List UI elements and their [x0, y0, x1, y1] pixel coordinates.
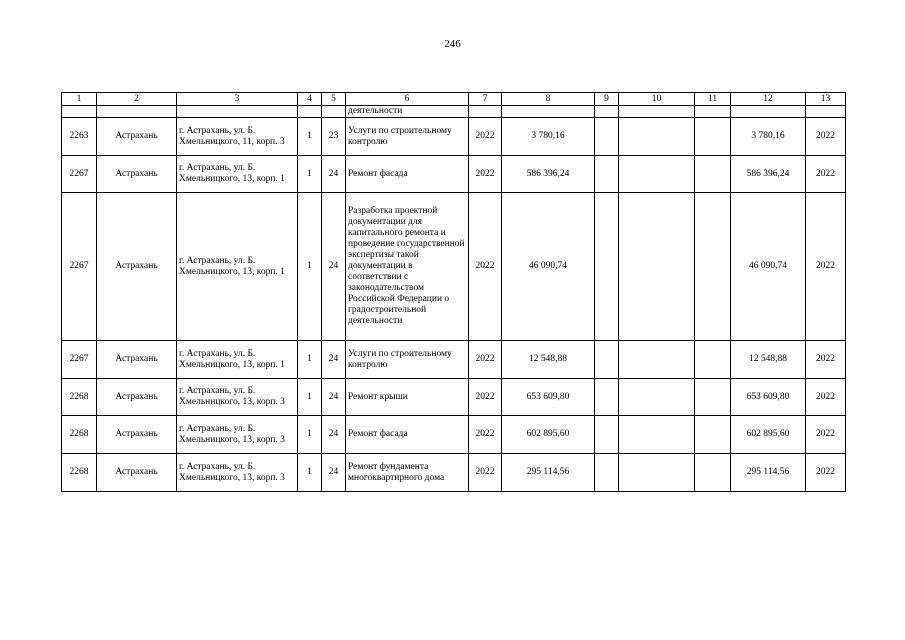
- col5-cell: 24: [322, 156, 346, 193]
- column-header: 13: [806, 93, 846, 106]
- city-cell: Астрахань: [97, 341, 177, 379]
- col11-cell: [695, 379, 731, 416]
- total-cell: 3 780,16: [731, 118, 806, 156]
- col5-cell: 24: [322, 341, 346, 379]
- column-header: 9: [595, 93, 619, 106]
- year-end-cell: 2022: [806, 454, 846, 492]
- col11-cell: [695, 416, 731, 454]
- work-cell: Ремонт фундамента многоквартирного дома: [346, 454, 469, 492]
- column-header: 6: [346, 93, 469, 106]
- table-row: [62, 193, 846, 341]
- city-cell: Астрахань: [97, 454, 177, 492]
- table-row: [62, 341, 846, 379]
- col5-cell: 24: [322, 416, 346, 454]
- year-cell: 2022: [469, 156, 502, 193]
- work-cell: Ремонт фасада: [346, 156, 469, 193]
- col9-cell: [595, 454, 619, 492]
- year-end-cell: 2022: [806, 341, 846, 379]
- year-cell: 2022: [469, 454, 502, 492]
- col11-cell: [695, 454, 731, 492]
- amount-cell: 653 609,80: [502, 379, 595, 416]
- row-id-cell: 2263: [62, 118, 97, 156]
- city-cell: Астрахань: [97, 156, 177, 193]
- amount-cell: 602 895,60: [502, 416, 595, 454]
- row-id-cell: 2267: [62, 193, 97, 341]
- work-cell: Разработка проектной документации для капитального ремонта и проведение государственной экспертизы такой документации в соответствии с законодательством Российской Федерации о градостроительной деятельности: [346, 193, 469, 341]
- amount-cell: 46 090,74: [502, 193, 595, 341]
- col4-cell: 1: [298, 416, 322, 454]
- col9-cell: [595, 341, 619, 379]
- work-cell: деятельности: [346, 106, 469, 118]
- registry-table: [61, 92, 846, 492]
- year-cell: 2022: [469, 416, 502, 454]
- address-cell: г. Астрахань, ул. Б. Хмельницкого, 13, корп. 3: [177, 454, 298, 492]
- table-row: [62, 118, 846, 156]
- col5-cell: 24: [322, 454, 346, 492]
- total-cell: 12 548,88: [731, 341, 806, 379]
- col10-cell: [619, 341, 695, 379]
- col11-cell: [695, 341, 731, 379]
- header-row: [62, 93, 846, 106]
- amount-cell: 295 114,56: [502, 454, 595, 492]
- year-cell: 2022: [469, 193, 502, 341]
- column-header: 10: [619, 93, 695, 106]
- col9-cell: [595, 156, 619, 193]
- year-cell: 2022: [469, 118, 502, 156]
- col4-cell: 1: [298, 341, 322, 379]
- city-cell: Астрахань: [97, 193, 177, 341]
- address-cell: г. Астрахань, ул. Б. Хмельницкого, 13, корп. 1: [177, 156, 298, 193]
- city-cell: Астрахань: [97, 379, 177, 416]
- work-cell: Ремонт фасада: [346, 416, 469, 454]
- col10-cell: [619, 379, 695, 416]
- year-cell: 2022: [469, 341, 502, 379]
- col11-cell: [695, 193, 731, 341]
- col5-cell: 23: [322, 118, 346, 156]
- column-header: 7: [469, 93, 502, 106]
- column-header: 12: [731, 93, 806, 106]
- year-end-cell: 2022: [806, 156, 846, 193]
- table-row: [62, 416, 846, 454]
- page-number: 246: [444, 38, 461, 50]
- total-cell: 586 396,24: [731, 156, 806, 193]
- year-end-cell: 2022: [806, 379, 846, 416]
- col9-cell: [595, 118, 619, 156]
- address-cell: г. Астрахань, ул. Б. Хмельницкого, 13, корп. 1: [177, 341, 298, 379]
- col9-cell: [595, 416, 619, 454]
- col11-cell: [695, 156, 731, 193]
- row-id-cell: 2267: [62, 156, 97, 193]
- amount-cell: 3 780,16: [502, 118, 595, 156]
- city-cell: Астрахань: [97, 118, 177, 156]
- table-row: [62, 379, 846, 416]
- year-end-cell: 2022: [806, 118, 846, 156]
- col11-cell: [695, 118, 731, 156]
- table-row: [62, 454, 846, 492]
- col10-cell: [619, 156, 695, 193]
- column-header: 5: [322, 93, 346, 106]
- col4-cell: 1: [298, 379, 322, 416]
- year-end-cell: 2022: [806, 416, 846, 454]
- col9-cell: [595, 379, 619, 416]
- continuation-row: [62, 106, 846, 118]
- row-id-cell: 2267: [62, 341, 97, 379]
- column-header: 1: [62, 93, 97, 106]
- total-cell: 46 090,74: [731, 193, 806, 341]
- table-row: [62, 156, 846, 193]
- col4-cell: 1: [298, 193, 322, 341]
- column-header: 2: [97, 93, 177, 106]
- total-cell: 653 609,80: [731, 379, 806, 416]
- amount-cell: 12 548,88: [502, 341, 595, 379]
- work-cell: Услуги по строительному контролю: [346, 341, 469, 379]
- year-cell: 2022: [469, 379, 502, 416]
- total-cell: 602 895,60: [731, 416, 806, 454]
- address-cell: г. Астрахань, ул. Б. Хмельницкого, 13, корп. 3: [177, 416, 298, 454]
- total-cell: 295 114,56: [731, 454, 806, 492]
- col4-cell: 1: [298, 156, 322, 193]
- amount-cell: 586 396,24: [502, 156, 595, 193]
- city-cell: Астрахань: [97, 416, 177, 454]
- column-header: 4: [298, 93, 322, 106]
- col10-cell: [619, 416, 695, 454]
- column-header: 11: [695, 93, 731, 106]
- col10-cell: [619, 193, 695, 341]
- row-id-cell: 2268: [62, 454, 97, 492]
- year-end-cell: 2022: [806, 193, 846, 341]
- address-cell: г. Астрахань, ул. Б. Хмельницкого, 13, корп. 1: [177, 193, 298, 341]
- row-id-cell: 2268: [62, 379, 97, 416]
- col10-cell: [619, 454, 695, 492]
- address-cell: г. Астрахань, ул. Б. Хмельницкого, 13, корп. 3: [177, 379, 298, 416]
- column-header: 8: [502, 93, 595, 106]
- column-header: 3: [177, 93, 298, 106]
- col5-cell: 24: [322, 193, 346, 341]
- address-cell: г. Астрахань, ул. Б. Хмельницкого, 11, корп. 3: [177, 118, 298, 156]
- col10-cell: [619, 118, 695, 156]
- col4-cell: 1: [298, 454, 322, 492]
- col9-cell: [595, 193, 619, 341]
- work-cell: Услуги по строительному контролю: [346, 118, 469, 156]
- row-id-cell: 2268: [62, 416, 97, 454]
- col5-cell: 24: [322, 379, 346, 416]
- col4-cell: 1: [298, 118, 322, 156]
- work-cell: Ремонт крыши: [346, 379, 469, 416]
